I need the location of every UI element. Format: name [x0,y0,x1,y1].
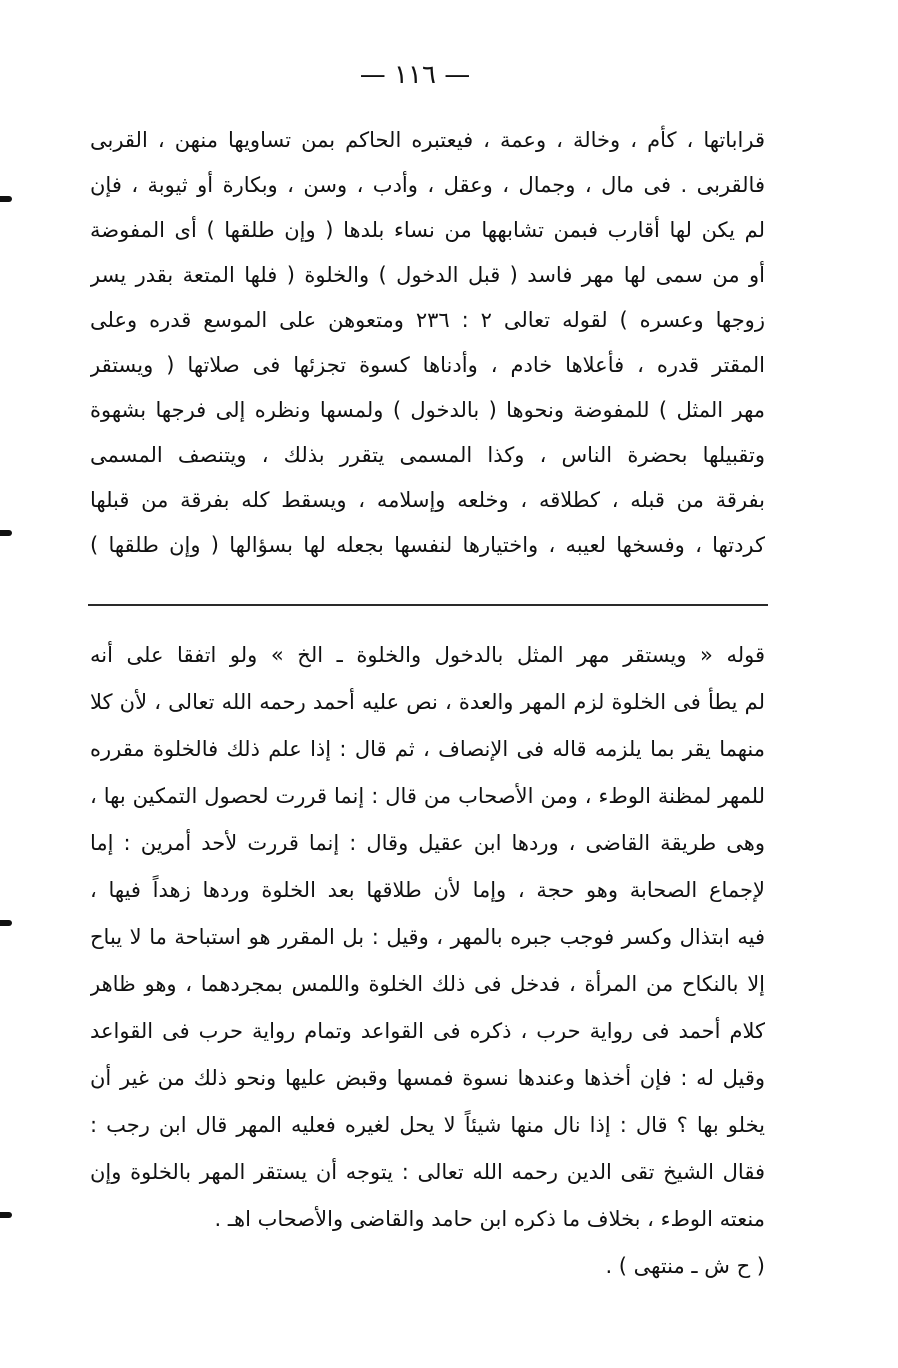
footnote-line: فيه ابتذال وكسر فوجب جبره بالمهر ، وقيل : بل المقرر هو استباحة ما لا يباح [90,925,765,949]
margin-mark [0,1212,12,1218]
section-divider [88,604,768,606]
main-text-line: أو من سمى لها مهر فاسد ( قبل الدخول ) والخلوة ( فلها المتعة بقدر يسر [90,263,765,287]
footnote-line: كلام أحمد فى رواية حرب ، ذكره فى القواعد وتمام رواية حرب فى القواعد [90,1019,765,1043]
margin-mark [0,920,12,926]
footnote-line: لم يطأ فى الخلوة لزم المهر والعدة ، نص عليه أحمد رحمه الله تعالى ، لأن كلا [90,690,765,714]
footnote-line: للمهر لمظنة الوطء ، ومن الأصحاب من قال : إنما قررت لحصول التمكين بها ، [90,784,765,808]
main-text-line: فالقربى . فى مال ، وجمال ، وعقل ، وأدب ، وسن ، وبكارة أو ثيوبة ، فإن [90,173,765,197]
footnote-line: فقال الشيخ تقى الدين رحمه الله تعالى : يتوجه أن يستقر المهر بالخلوة وإن [90,1160,765,1184]
footnote-line: منهما يقر بما يلزمه قاله فى الإنصاف ، ثم قال : إذا علم ذلك فالخلوة مقرره [90,737,765,761]
main-text-line: مهر المثل ) للمفوضة ونحوها ( بالدخول ) ولمسها ونظره إلى فرجها بشهوة [90,398,765,422]
footnote-line: إلا بالنكاح من المرأة ، فدخل فى ذلك الخلوة واللمس بمجردهما ، وهو ظاهر [90,972,765,996]
main-text-line: وتقبيلها بحضرة الناس ، وكذا المسمى يتقرر بذلك ، ويتنصف المسمى [90,443,765,467]
footnote-citation: ( ح ش ـ منتهى ) . [605,1254,765,1278]
margin-mark [0,530,12,536]
page-number: — ١١٦ — [359,60,471,90]
margin-mark [0,196,12,202]
main-text-line: قراباتها ، كأم ، وخالة ، وعمة ، فيعتبره الحاكم بمن تساويها منهن ، القربى [90,128,765,152]
main-text [90,118,765,568]
footnote-line: وهى طريقة القاضى ، وردها ابن عقيل وقال : إنما قررت لأحد أمرين : إما [90,831,765,855]
main-text-line: كردتها ، وفسخها لعيبه ، واختيارها لنفسها بجعله لها بسؤالها ( وإن طلقها ) [90,533,765,557]
footnote-line: قوله « ويستقر مهر المثل بالدخول والخلوة ـ الخ » ولو اتفقا على أنه [90,643,765,667]
footnote-line: منعته الوطء ، بخلاف ما ذكره ابن حامد والقاضى والأصحاب اهـ . [214,1207,765,1231]
footnote-line: لإجماع الصحابة وهو حجة ، وإما لأن طلاقها بعد الخلوة وردها زهداً فيها ، [90,878,765,902]
main-text-line: زوجها وعسره ) لقوله تعالى ٢ : ٢٣٦ ومتعوهن على الموسع قدره وعلى [90,308,765,332]
main-text-line: بفرقة من قبله ، كطلاقه ، وخلعه وإسلامه ، ويسقط كله بفرقة من قبلها [90,488,765,512]
footnote-line: وقيل له : فإن أخذها وعندها نسوة فمسها وقبض عليها ونحو ذلك من غير أن [90,1066,765,1090]
footnotes-text [90,632,765,1290]
main-text-line: لم يكن لها أقارب فبمن تشابهها من نساء بلدها ( وإن طلقها ) أى المفوضة [90,218,765,242]
main-text-line: المقتر قدره ، فأعلاها خادم ، وأدناها كسوة تجزئها فى صلاتها ( ويستقر [90,353,765,377]
footnote-line: يخلو بها ؟ قال : إذا نال منها شيئاً لا يحل لغيره فعليه المهر قال ابن رجب : [90,1113,765,1137]
